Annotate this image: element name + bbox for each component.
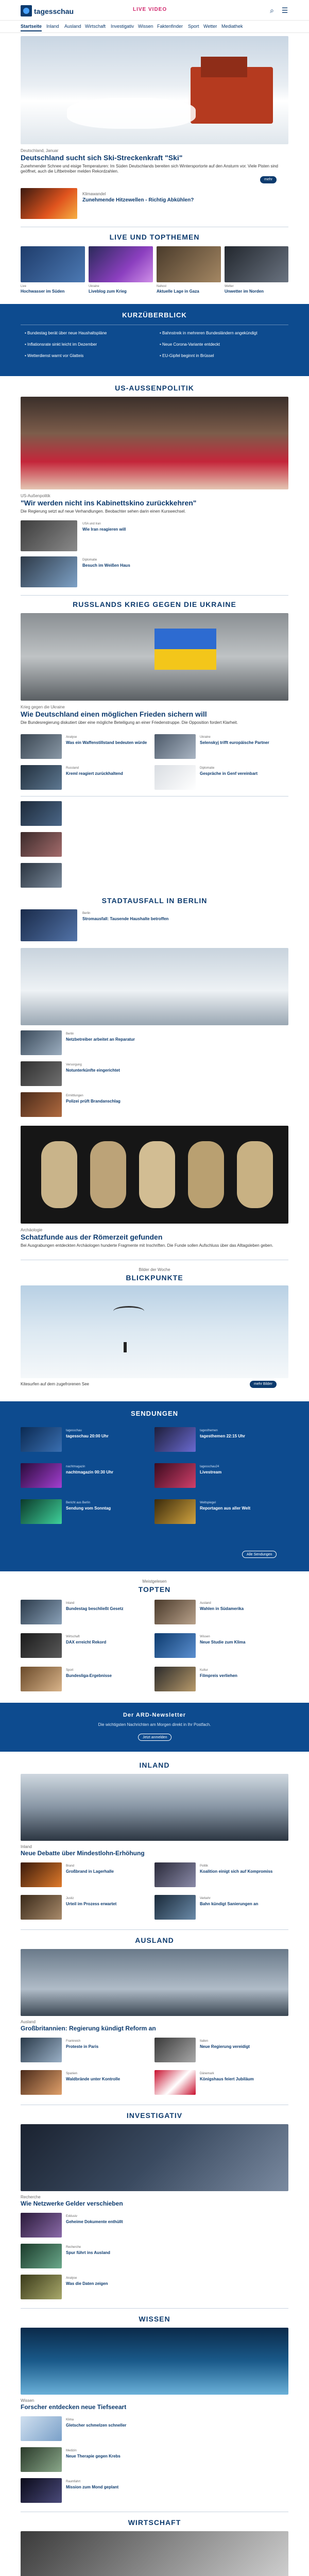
roman-kicker: Archäologie: [21, 1228, 43, 1232]
topic-image[interactable]: [154, 1667, 196, 1691]
inland-list-image[interactable]: [154, 1895, 196, 1920]
sendung-image[interactable]: [21, 1499, 62, 1524]
top-story-kicker: Deutschland, Januar: [21, 148, 59, 153]
inland-kicker: Inland: [21, 1844, 32, 1849]
inland-list-headline[interactable]: Großbrand in Lagerhalle: [66, 1869, 114, 1874]
newsletter-text: Die wichtigsten Nachrichten am Morgen direkt in Ihr Postfach.: [98, 1722, 211, 1727]
ausland-list-headline[interactable]: Königshaus feiert Jubiläum: [200, 2077, 254, 2081]
us-section-teaser: Die Regierung setzt auf neue Verhandlungen. Beobachter sehen darin einen Kurswechsel.: [21, 509, 186, 514]
divider: [21, 595, 288, 596]
wissen-list-kicker: Klima: [66, 2418, 74, 2421]
wissen-list-image[interactable]: [21, 2478, 62, 2503]
brief-item[interactable]: • Bahnstreik in mehreren Bundesländern angekündigt: [160, 331, 258, 335]
sendung-image[interactable]: [21, 1463, 62, 1488]
investigativ-list-kicker: Exklusiv: [66, 2215, 78, 2218]
ausland-list-kicker: Dänemark: [200, 2072, 214, 2075]
sendung-kicker: Weltspiegel: [200, 1501, 216, 1504]
second-story-kicker: Klimawandel: [82, 192, 106, 196]
inland-list-kicker: Brand: [66, 1865, 75, 1868]
inland-title: INLAND: [139, 1761, 170, 1769]
investigativ-list-kicker: Analyse: [66, 2277, 77, 2280]
topic-kicker: Wissen: [200, 1635, 210, 1638]
topic-image[interactable]: [21, 1667, 62, 1691]
roman-section-image[interactable]: [21, 1126, 288, 1224]
sendung-image[interactable]: [154, 1499, 196, 1524]
menu-icon[interactable]: ☰: [281, 6, 288, 14]
ausland-list-headline[interactable]: Waldbrände unter Kontrolle: [66, 2077, 121, 2081]
live-card-headline[interactable]: Unwetter im Norden: [225, 289, 264, 294]
us-section-title: US-AUSSENPOLITIK: [115, 384, 194, 392]
ukraine-kicker: Krieg gegen die Ukraine: [21, 705, 65, 709]
wissen-list-headline[interactable]: Gletscher schmelzen schneller: [66, 2423, 127, 2428]
sendung-headline[interactable]: nachtmagazin 00:30 Uhr: [66, 1470, 114, 1475]
top-story-teaser: Zunehmender Schnee und eisige Temperaturen: Im Süden Deutschlands bereiten sich Wintersportorte auf den Ansturm vor. Viele Pisten sind geöffnet, auch die Liftbetreiber melden Rekordzahlen.: [21, 164, 278, 174]
topic-headline[interactable]: DAX erreicht Rekord: [66, 1640, 107, 1645]
wissen-list-image[interactable]: [21, 2447, 62, 2472]
ausland-list-headline[interactable]: Neue Regierung vereidigt: [200, 2044, 250, 2049]
snow-list-kicker: Versorgung: [66, 1063, 82, 1066]
wissen-list-image[interactable]: [21, 2416, 62, 2441]
ukraine-list-kicker: Russland: [66, 767, 79, 770]
topic-headline[interactable]: Bundestag beschließt Gesetz: [66, 1606, 124, 1611]
snow-list-image[interactable]: [21, 1061, 62, 1086]
sendung-kicker: tagesschau24: [200, 1465, 219, 1468]
topic-image[interactable]: [154, 1633, 196, 1658]
blickpunkte-kicker: Bilder der Woche: [139, 1267, 170, 1272]
snow-list-image[interactable]: [21, 1092, 62, 1117]
investigativ-kicker: Recherche: [21, 2195, 41, 2199]
inland-list-image[interactable]: [154, 1862, 196, 1887]
live-card-image[interactable]: [225, 246, 288, 282]
top-bar: [0, 0, 309, 21]
sendung-headline[interactable]: tagesschau 20:00 Uhr: [66, 1434, 109, 1438]
ausland-list-image[interactable]: [21, 2070, 62, 2095]
sendung-kicker: tagesthemen: [200, 1429, 218, 1432]
live-card-image[interactable]: [89, 246, 153, 282]
snow-list-kicker: Ermittlungen: [66, 1094, 83, 1097]
live-card-image[interactable]: [157, 246, 221, 282]
topic-headline[interactable]: Filmpreis verliehen: [200, 1673, 237, 1678]
ukraine-list-kicker: Ukraine: [200, 736, 211, 739]
topic-headline[interactable]: Bundesliga-Ergebnisse: [66, 1673, 112, 1678]
sendung-kicker: nachtmagazin: [66, 1465, 85, 1468]
blickpunkte-image[interactable]: [21, 1285, 288, 1378]
main-navigation: [0, 21, 309, 33]
inland-list-image[interactable]: [21, 1895, 62, 1920]
topic-kicker: Wirtschaft: [66, 1635, 80, 1638]
ukraine-section-title: RUSSLANDS KRIEG GEGEN DIE UKRAINE: [73, 600, 236, 608]
ausland-kicker: Ausland: [21, 2020, 36, 2024]
ukraine-section-image[interactable]: [21, 613, 288, 701]
us-sub-kicker: USA und Iran: [82, 522, 101, 526]
newsletter-title: Der ARD-Newsletter: [123, 1712, 186, 1718]
topic-headline[interactable]: Neue Studie zum Klima: [200, 1640, 246, 1645]
ausland-title: AUSLAND: [135, 1936, 174, 1944]
sendung-image[interactable]: [154, 1463, 196, 1488]
snow-list-image[interactable]: [21, 1030, 62, 1055]
topic-kicker: Sport: [66, 1669, 74, 1672]
ukraine-list-image[interactable]: [21, 734, 62, 759]
live-card-kicker: Live: [21, 285, 27, 288]
live-card-kicker: Ukraine: [89, 285, 99, 288]
sendung-kicker: Bericht aus Berlin: [66, 1501, 91, 1504]
topic-headline[interactable]: Wahlen in Südamerika: [200, 1606, 244, 1611]
nav-item-mediathek[interactable]: Mediathek: [221, 24, 243, 29]
topic-kicker: Inland: [66, 1602, 75, 1605]
nav-item-faktenfinder[interactable]: Faktenfinder: [157, 24, 183, 29]
blickpunkte-more-button[interactable]: mehr Bilder: [250, 1381, 277, 1388]
topic-image[interactable]: [21, 1633, 62, 1658]
ausland-headline[interactable]: Großbritannien: Regierung kündigt Reform an: [21, 2025, 156, 2032]
ausland-list-image[interactable]: [154, 2038, 196, 2062]
wirtschaft-title: WIRTSCHAFT: [128, 2518, 181, 2527]
ukraine-list-headline[interactable]: Gespräche in Genf vereinbart: [200, 771, 258, 776]
nav-item-startseite[interactable]: Startseite: [21, 24, 42, 31]
roman-headline[interactable]: Schatzfunde aus der Römerzeit gefunden: [21, 1233, 163, 1241]
us-sub-kicker: Diplomatie: [82, 558, 97, 562]
snow-kicker: Berlin: [82, 912, 91, 915]
topic-kicker: Ausland: [200, 1602, 211, 1605]
topics-kicker: Meistgelesen: [142, 1579, 167, 1584]
investigativ-title: INVESTIGATIV: [126, 2111, 183, 2120]
us-sub-headline[interactable]: Besuch im Weißen Haus: [82, 563, 130, 568]
brief-item[interactable]: • Bundestag berät über neue Haushaltspläne: [25, 331, 107, 335]
sendung-image[interactable]: [154, 1427, 196, 1452]
brief-item[interactable]: • Inflationsrate sinkt leicht im Dezember: [25, 342, 97, 347]
ukraine-list-image[interactable]: [21, 863, 62, 888]
divider: [21, 2308, 288, 2309]
search-icon[interactable]: ⌕: [270, 6, 274, 14]
inland-list-headline[interactable]: Koalition einigt sich auf Kompromiss: [200, 1869, 273, 1874]
ukraine-list-kicker: Diplomatie: [200, 767, 215, 770]
wissen-list-kicker: Medizin: [66, 2449, 77, 2452]
investigativ-list-headline[interactable]: Geheime Dokumente enthüllt: [66, 2219, 123, 2224]
sendung-kicker: tagesschau: [66, 1429, 82, 1432]
investigativ-list-image[interactable]: [21, 2244, 62, 2268]
investigativ-image[interactable]: [21, 2124, 288, 2191]
sendung-headline[interactable]: tagesthemen 22:15 Uhr: [200, 1434, 246, 1438]
us-section-image[interactable]: [21, 397, 288, 489]
second-story-headline[interactable]: Zunehmende Hitzewellen - Richtig Abkühlen?: [82, 197, 194, 203]
ausland-list-image[interactable]: [21, 2038, 62, 2062]
investigativ-list-image[interactable]: [21, 2275, 62, 2299]
topics-title: TOPTEN: [138, 1585, 171, 1594]
wissen-headline[interactable]: Forscher entdecken neue Tiefseeart: [21, 2403, 127, 2411]
snow-list-headline[interactable]: Polizei prüft Brandanschlag: [66, 1099, 121, 1104]
ukraine-list-image[interactable]: [21, 832, 62, 857]
ukraine-list-headline[interactable]: Selenskyj trifft europäische Partner: [200, 740, 269, 745]
ausland-list-kicker: Frankreich: [66, 2040, 81, 2043]
inland-list-image[interactable]: [21, 1862, 62, 1887]
ukraine-list-kicker: Analyse: [66, 736, 77, 739]
nav-item-wissen[interactable]: Wissen: [138, 24, 153, 29]
inland-list-headline[interactable]: Bahn kündigt Sanierungen an: [200, 1902, 259, 1906]
ukraine-teaser: Die Bundesregierung diskutiert über eine mögliche Beteiligung an einer Friedenstruppe. Die Opposition fordert Klarheit.: [21, 720, 238, 725]
divider: [21, 1929, 288, 1930]
inland-headline[interactable]: Neue Debatte über Mindestlohn-Erhöhung: [21, 1850, 145, 1857]
sendungen-section: [0, 1401, 309, 1571]
nav-item-ausland[interactable]: Ausland: [64, 24, 81, 29]
brief-section: [0, 304, 309, 376]
us-sub-image[interactable]: [21, 520, 77, 551]
topic-image[interactable]: [154, 1600, 196, 1624]
sendung-headline[interactable]: Sendung vom Sonntag: [66, 1506, 111, 1511]
ukraine-list-image[interactable]: [154, 765, 196, 790]
live-card-headline[interactable]: Hochwasser im Süden: [21, 289, 65, 294]
wirtschaft-image[interactable]: [21, 2531, 288, 2576]
investigativ-list-headline[interactable]: Was die Daten zeigen: [66, 2281, 108, 2286]
inland-list-headline[interactable]: Urteil im Prozess erwartet: [66, 1902, 117, 1906]
live-card-kicker: Wetter: [225, 285, 234, 288]
ukraine-list-headline[interactable]: Kreml reagiert zurückhaltend: [66, 771, 123, 776]
sendung-headline[interactable]: Livestream: [200, 1470, 222, 1475]
wissen-list-headline[interactable]: Neue Therapie gegen Krebs: [66, 2454, 121, 2459]
live-card-kicker: Nahost: [157, 285, 167, 288]
top-story-more-button[interactable]: mehr: [260, 176, 277, 183]
ukraine-list-headline[interactable]: Was ein Waffenstillstand bedeuten würde: [66, 740, 147, 745]
nav-item-wetter[interactable]: Wetter: [203, 24, 217, 29]
nav-item-sport[interactable]: Sport: [188, 24, 199, 29]
inland-list-kicker: Justiz: [66, 1897, 74, 1900]
us-section-headline[interactable]: "Wir werden nicht ins Kabinettskino zurückkehren": [21, 499, 197, 507]
wissen-image[interactable]: [21, 2328, 288, 2395]
live-card-headline[interactable]: Aktuelle Lage in Gaza: [157, 289, 199, 294]
ausland-image[interactable]: [21, 1949, 288, 2016]
ausland-list-headline[interactable]: Proteste in Paris: [66, 2044, 99, 2049]
snow-list-headline[interactable]: Netzbetreiber arbeitet an Reparatur: [66, 1037, 135, 1042]
ukraine-headline[interactable]: Wie Deutschland einen möglichen Frieden sichern will: [21, 710, 207, 718]
us-sub-image[interactable]: [21, 556, 77, 587]
ukraine-list-image[interactable]: [21, 765, 62, 790]
snow-list-headline[interactable]: Notunterkünfte eingerichtet: [66, 1068, 120, 1073]
blickpunkte-title: BLICKPUNKTE: [126, 1274, 183, 1282]
investigativ-list-kicker: Recherche: [66, 2246, 81, 2249]
wissen-title: WISSEN: [139, 2315, 170, 2323]
logo-text[interactable]: tagesschau: [34, 7, 74, 15]
live-video-link[interactable]: LIVE VIDEO: [133, 7, 167, 12]
top-story-headline[interactable]: Deutschland sucht sich Ski-Streckenkraft "Ski": [21, 154, 183, 162]
snow-section-title: STADTAUSFALL IN BERLIN: [101, 896, 208, 905]
live-card-headline[interactable]: Liveblog zum Krieg: [89, 289, 127, 294]
investigativ-list-image[interactable]: [21, 2213, 62, 2238]
newsletter-button[interactable]: Jetzt anmelden: [138, 1734, 171, 1741]
tagesschau-logo-icon[interactable]: [21, 5, 32, 16]
ukraine-list-image[interactable]: [21, 801, 62, 826]
ausland-list-kicker: Italien: [200, 2040, 209, 2043]
snow-headline[interactable]: Stromausfall: Tausende Haushalte betroffen: [82, 917, 169, 921]
ukraine-list-image[interactable]: [154, 734, 196, 759]
investigativ-list-headline[interactable]: Spur führt ins Ausland: [66, 2250, 110, 2255]
nav-item-investigativ[interactable]: Investigativ: [111, 24, 134, 29]
topic-image[interactable]: [21, 1600, 62, 1624]
brief-item[interactable]: • EU-Gipfel beginnt in Brüssel: [160, 353, 214, 358]
nav-item-inland[interactable]: Inland: [46, 24, 59, 29]
ausland-list-kicker: Spanien: [66, 2072, 78, 2075]
ausland-list-image[interactable]: [154, 2070, 196, 2095]
investigativ-headline[interactable]: Wie Netzwerke Gelder verschieben: [21, 2200, 123, 2207]
wissen-list-kicker: Raumfahrt: [66, 2480, 81, 2483]
live-card-image[interactable]: [21, 246, 85, 282]
snow-list-kicker: Berlin: [66, 1032, 74, 1036]
nav-item-wirtschaft[interactable]: Wirtschaft: [85, 24, 106, 29]
live-section-title: LIVE UND TOPTHEMEN: [109, 233, 200, 241]
us-section-kicker: US-Außenpolitik: [21, 494, 50, 498]
snow-section-image[interactable]: [21, 948, 288, 1025]
inland-list-kicker: Politik: [200, 1865, 209, 1868]
brief-item[interactable]: • Wetterdienst warnt vor Glatteis: [25, 353, 84, 358]
sendungen-more-button[interactable]: Alle Sendungen: [242, 1551, 277, 1558]
snow-story-image[interactable]: [21, 909, 77, 941]
inland-image[interactable]: [21, 1774, 288, 1841]
brief-item[interactable]: • Neue Corona-Variante entdeckt: [160, 342, 220, 347]
wissen-kicker: Wissen: [21, 2398, 35, 2403]
topic-kicker: Kultur: [200, 1669, 208, 1672]
inland-list-kicker: Verkehr: [200, 1897, 211, 1900]
blickpunkte-caption: Kitesurfen auf dem zugefrorenen See: [21, 1382, 89, 1386]
roman-teaser: Bei Ausgrabungen entdeckten Archäologen hunderte Fragmente mit Inschriften. Die Funde sollen Aufschluss über das Alltagsleben geben.: [21, 1243, 273, 1248]
sendung-headline[interactable]: Reportagen aus aller Welt: [200, 1506, 251, 1511]
second-story-image[interactable]: [21, 188, 77, 219]
top-story-image[interactable]: [21, 36, 288, 144]
wissen-list-headline[interactable]: Mission zum Mond geplant: [66, 2485, 119, 2489]
sendungen-title: SENDUNGEN: [130, 1410, 179, 1417]
brief-section-title: KURZÜBERBLICK: [122, 311, 187, 319]
sendung-image[interactable]: [21, 1427, 62, 1452]
us-sub-headline[interactable]: Wie Iran reagieren will: [82, 527, 126, 532]
newsletter-section: [0, 1703, 309, 1752]
